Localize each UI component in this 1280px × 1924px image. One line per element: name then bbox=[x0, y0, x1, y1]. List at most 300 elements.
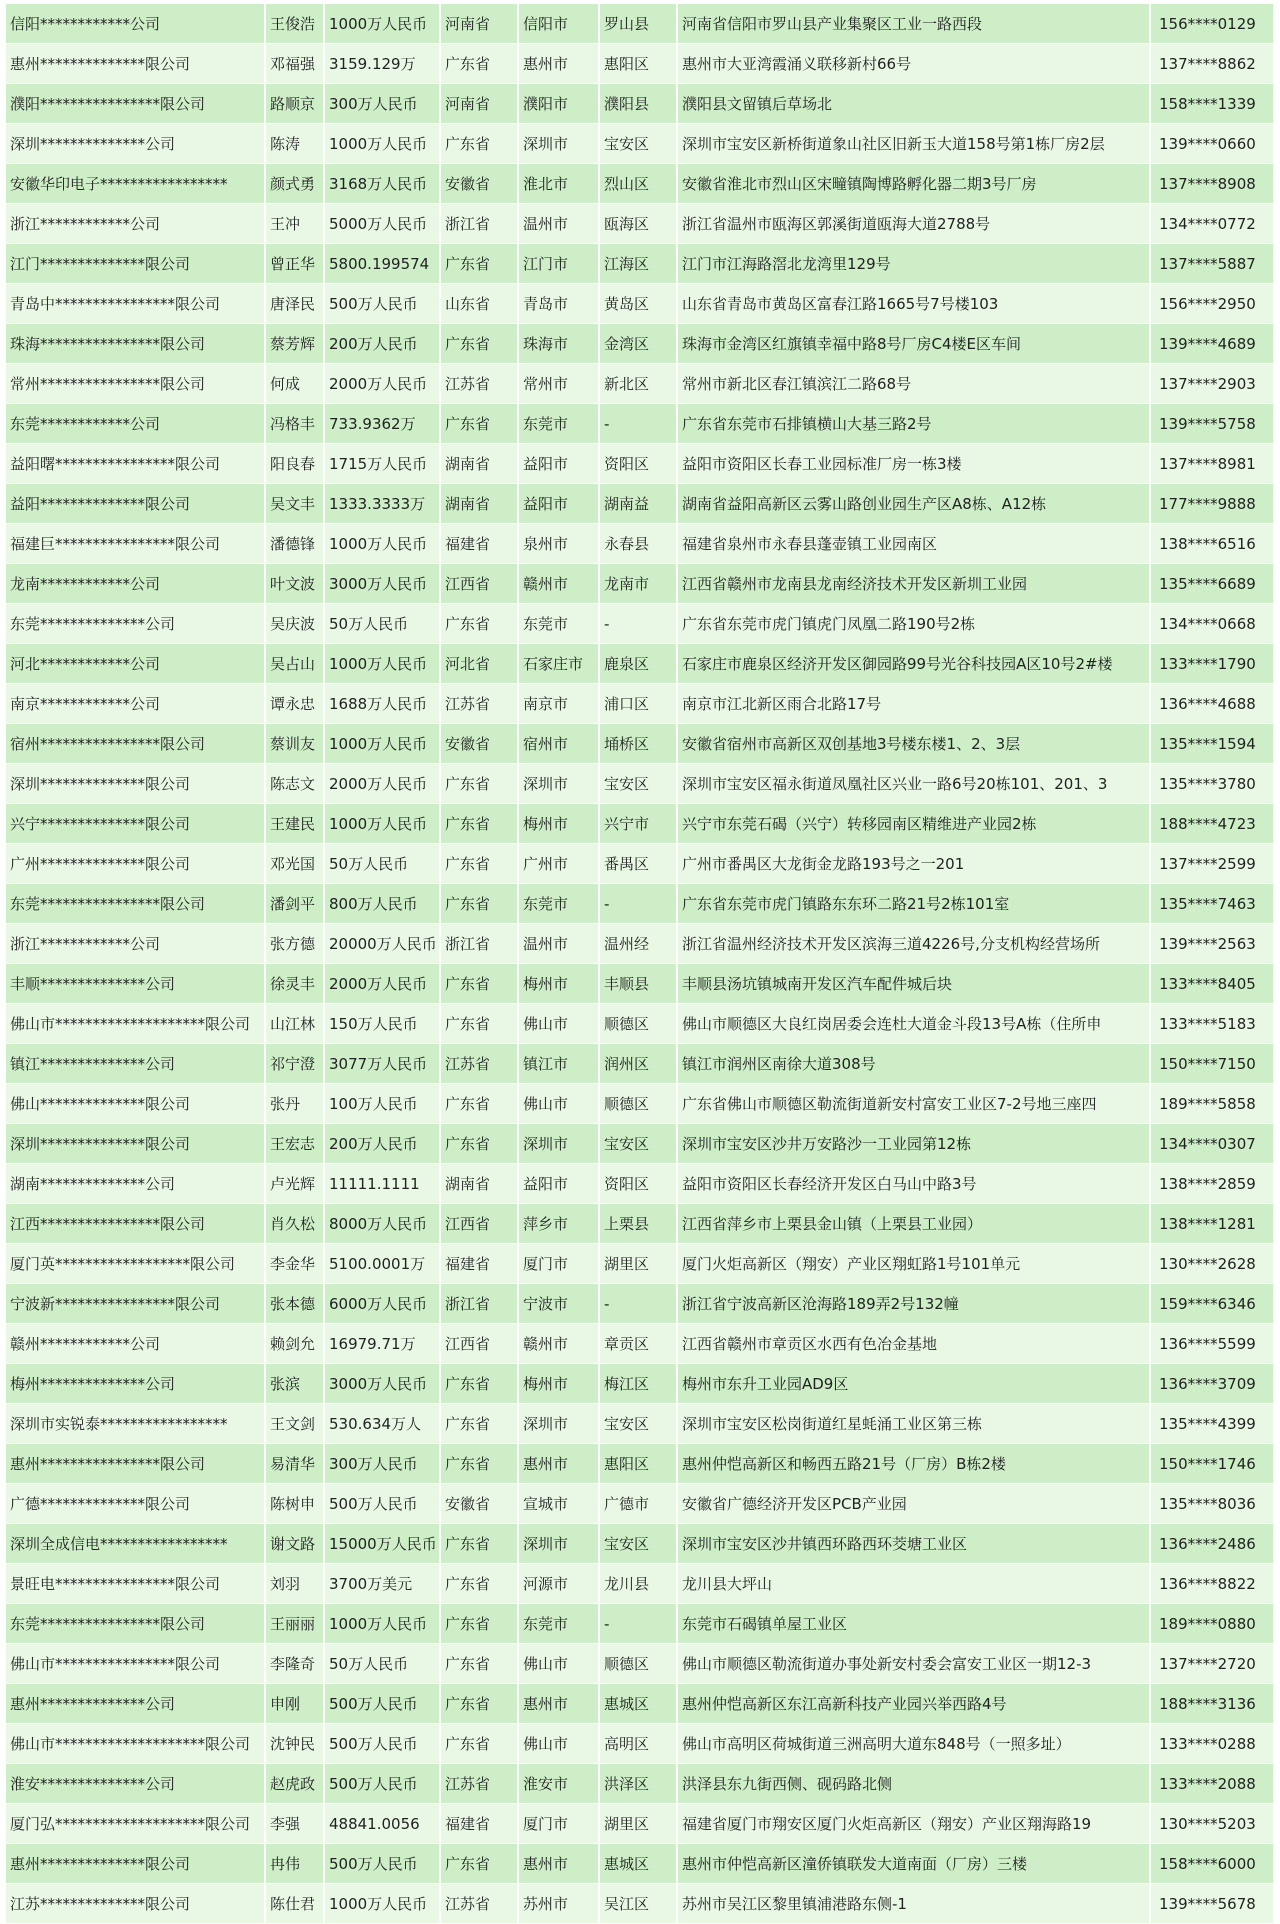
company-name-cell: 深圳**************限公司 bbox=[6, 1124, 265, 1164]
legal-rep-cell: 吴庆波 bbox=[265, 604, 324, 644]
address-cell: 惠州仲恺高新区东江高新科技产业园兴举西路4号 bbox=[677, 1684, 1150, 1724]
table-row bbox=[6, 124, 1274, 164]
phone-cell: 188****4723 bbox=[1150, 804, 1274, 844]
table-row bbox=[6, 324, 1274, 364]
province-cell: 广东省 bbox=[440, 324, 518, 364]
legal-rep-cell: 申刚 bbox=[265, 1684, 324, 1724]
province-cell: 福建省 bbox=[440, 524, 518, 564]
company-name-cell: 淮安**************公司 bbox=[6, 1764, 265, 1804]
district-cell: 吴江区 bbox=[599, 1884, 677, 1924]
city-cell: 信阳市 bbox=[518, 4, 599, 44]
table-row bbox=[6, 924, 1274, 964]
company-name-cell: 湖南**************公司 bbox=[6, 1164, 265, 1204]
legal-rep-cell: 赵虎政 bbox=[265, 1764, 324, 1804]
city-cell: 深圳市 bbox=[518, 1404, 599, 1444]
capital-cell: 11111.1111 bbox=[324, 1164, 440, 1204]
province-cell: 广东省 bbox=[440, 1684, 518, 1724]
capital-cell: 733.9362万 bbox=[324, 404, 440, 444]
city-cell: 赣州市 bbox=[518, 1324, 599, 1364]
district-cell: - bbox=[599, 884, 677, 924]
district-cell: 鹿泉区 bbox=[599, 644, 677, 684]
district-cell: 兴宁市 bbox=[599, 804, 677, 844]
district-cell: 高明区 bbox=[599, 1724, 677, 1764]
table-row bbox=[6, 484, 1274, 524]
city-cell: 东莞市 bbox=[518, 884, 599, 924]
province-cell: 江西省 bbox=[440, 1204, 518, 1244]
address-cell: 江西省赣州市章贡区水西有色冶金基地 bbox=[677, 1324, 1150, 1364]
capital-cell: 2000万人民币 bbox=[324, 764, 440, 804]
address-cell: 江门市江海路滘北龙湾里129号 bbox=[677, 244, 1150, 284]
company-name-cell: 深圳**************限公司 bbox=[6, 764, 265, 804]
district-cell: 瓯海区 bbox=[599, 204, 677, 244]
phone-cell: 137****2720 bbox=[1150, 1644, 1274, 1684]
city-cell: 东莞市 bbox=[518, 604, 599, 644]
table-row bbox=[6, 1884, 1274, 1924]
province-cell: 山东省 bbox=[440, 284, 518, 324]
province-cell: 江西省 bbox=[440, 564, 518, 604]
province-cell: 广东省 bbox=[440, 1364, 518, 1404]
province-cell: 广东省 bbox=[440, 1724, 518, 1764]
table-row bbox=[6, 1724, 1274, 1764]
company-name-cell: 佛山**************限公司 bbox=[6, 1084, 265, 1124]
capital-cell: 5100.0001万 bbox=[324, 1244, 440, 1284]
province-cell: 河北省 bbox=[440, 644, 518, 684]
company-name-cell: 丰顺**************公司 bbox=[6, 964, 265, 1004]
table-row bbox=[6, 204, 1274, 244]
legal-rep-cell: 王文剑 bbox=[265, 1404, 324, 1444]
province-cell: 广东省 bbox=[440, 1404, 518, 1444]
city-cell: 宣城市 bbox=[518, 1484, 599, 1524]
phone-cell: 189****5858 bbox=[1150, 1084, 1274, 1124]
address-cell: 广东省东莞市虎门镇路东东环二路21号2栋101室 bbox=[677, 884, 1150, 924]
address-cell: 深圳市宝安区新桥街道象山社区旧新玉大道158号第1栋厂房2层 bbox=[677, 124, 1150, 164]
company-name-cell: 益阳**************限公司 bbox=[6, 484, 265, 524]
company-name-cell: 濮阳****************限公司 bbox=[6, 84, 265, 124]
company-name-cell: 惠州**************公司 bbox=[6, 1684, 265, 1724]
city-cell: 深圳市 bbox=[518, 1124, 599, 1164]
company-name-cell: 惠州**************限公司 bbox=[6, 44, 265, 84]
address-cell: 广东省东莞市石排镇横山大基三路2号 bbox=[677, 404, 1150, 444]
legal-rep-cell: 肖久松 bbox=[265, 1204, 324, 1244]
province-cell: 福建省 bbox=[440, 1804, 518, 1844]
capital-cell: 100万人民币 bbox=[324, 1084, 440, 1124]
table-row bbox=[6, 284, 1274, 324]
table-row bbox=[6, 164, 1274, 204]
province-cell: 江苏省 bbox=[440, 1764, 518, 1804]
phone-cell: 139****5758 bbox=[1150, 404, 1274, 444]
company-name-cell: 景旺电****************限公司 bbox=[6, 1564, 265, 1604]
city-cell: 温州市 bbox=[518, 204, 599, 244]
province-cell: 浙江省 bbox=[440, 924, 518, 964]
address-cell: 河南省信阳市罗山县产业集聚区工业一路西段 bbox=[677, 4, 1150, 44]
legal-rep-cell: 王冲 bbox=[265, 204, 324, 244]
legal-rep-cell: 潘德锋 bbox=[265, 524, 324, 564]
legal-rep-cell: 易清华 bbox=[265, 1444, 324, 1484]
address-cell: 濮阳县文留镇后草场北 bbox=[677, 84, 1150, 124]
address-cell: 惠州市大亚湾霞涌义联移新村66号 bbox=[677, 44, 1150, 84]
province-cell: 湖南省 bbox=[440, 484, 518, 524]
phone-cell: 150****1746 bbox=[1150, 1444, 1274, 1484]
table-row bbox=[6, 524, 1274, 564]
legal-rep-cell: 蔡芳辉 bbox=[265, 324, 324, 364]
legal-rep-cell: 王建民 bbox=[265, 804, 324, 844]
phone-cell: 130****2628 bbox=[1150, 1244, 1274, 1284]
legal-rep-cell: 张丹 bbox=[265, 1084, 324, 1124]
address-cell: 福建省泉州市永春县蓬壶镇工业园南区 bbox=[677, 524, 1150, 564]
district-cell: 宝安区 bbox=[599, 764, 677, 804]
district-cell: 湖里区 bbox=[599, 1244, 677, 1284]
legal-rep-cell: 卢光辉 bbox=[265, 1164, 324, 1204]
table-row bbox=[6, 1124, 1274, 1164]
phone-cell: 139****5678 bbox=[1150, 1884, 1274, 1924]
capital-cell: 2000万人民币 bbox=[324, 964, 440, 1004]
city-cell: 青岛市 bbox=[518, 284, 599, 324]
capital-cell: 50万人民币 bbox=[324, 604, 440, 644]
table-row bbox=[6, 1004, 1274, 1044]
company-name-cell: 惠州****************限公司 bbox=[6, 1444, 265, 1484]
city-cell: 梅州市 bbox=[518, 1364, 599, 1404]
capital-cell: 500万人民币 bbox=[324, 1844, 440, 1884]
company-name-cell: 深圳全成信电***************** bbox=[6, 1524, 265, 1564]
city-cell: 佛山市 bbox=[518, 1724, 599, 1764]
legal-rep-cell: 张方德 bbox=[265, 924, 324, 964]
city-cell: 淮北市 bbox=[518, 164, 599, 204]
capital-cell: 16979.71万 bbox=[324, 1324, 440, 1364]
province-cell: 广东省 bbox=[440, 404, 518, 444]
table-row bbox=[6, 564, 1274, 604]
table-row bbox=[6, 1084, 1274, 1124]
province-cell: 广东省 bbox=[440, 844, 518, 884]
city-cell: 惠州市 bbox=[518, 1444, 599, 1484]
legal-rep-cell: 谢文路 bbox=[265, 1524, 324, 1564]
province-cell: 广东省 bbox=[440, 1644, 518, 1684]
table-row bbox=[6, 884, 1274, 924]
legal-rep-cell: 沈钟民 bbox=[265, 1724, 324, 1764]
province-cell: 广东省 bbox=[440, 124, 518, 164]
legal-rep-cell: 邓光国 bbox=[265, 844, 324, 884]
table-body bbox=[6, 4, 1274, 1924]
capital-cell: 800万人民币 bbox=[324, 884, 440, 924]
phone-cell: 135****8036 bbox=[1150, 1484, 1274, 1524]
province-cell: 广东省 bbox=[440, 1124, 518, 1164]
legal-rep-cell: 祁宁澄 bbox=[265, 1044, 324, 1084]
address-cell: 安徽省宿州市高新区双创基地3号楼东楼1、2、3层 bbox=[677, 724, 1150, 764]
company-name-cell: 镇江**************公司 bbox=[6, 1044, 265, 1084]
company-name-cell: 佛山市********************限公司 bbox=[6, 1004, 265, 1044]
province-cell: 广东省 bbox=[440, 964, 518, 1004]
province-cell: 河南省 bbox=[440, 84, 518, 124]
table-row bbox=[6, 1524, 1274, 1564]
capital-cell: 300万人民币 bbox=[324, 1444, 440, 1484]
district-cell: 烈山区 bbox=[599, 164, 677, 204]
capital-cell: 200万人民币 bbox=[324, 324, 440, 364]
district-cell: 顺德区 bbox=[599, 1644, 677, 1684]
address-cell: 洪泽县东九街西侧、砚码路北侧 bbox=[677, 1764, 1150, 1804]
phone-cell: 139****4689 bbox=[1150, 324, 1274, 364]
address-cell: 南京市江北新区雨合北路17号 bbox=[677, 684, 1150, 724]
city-cell: 益阳市 bbox=[518, 444, 599, 484]
province-cell: 广东省 bbox=[440, 1604, 518, 1644]
district-cell: 惠阳区 bbox=[599, 1444, 677, 1484]
district-cell: 龙川县 bbox=[599, 1564, 677, 1604]
province-cell: 湖南省 bbox=[440, 1164, 518, 1204]
province-cell: 广东省 bbox=[440, 1524, 518, 1564]
phone-cell: 138****1281 bbox=[1150, 1204, 1274, 1244]
table-row bbox=[6, 1844, 1274, 1884]
capital-cell: 500万人民币 bbox=[324, 1484, 440, 1524]
city-cell: 河源市 bbox=[518, 1564, 599, 1604]
capital-cell: 530.634万人 bbox=[324, 1404, 440, 1444]
city-cell: 厦门市 bbox=[518, 1244, 599, 1284]
district-cell: 宝安区 bbox=[599, 1524, 677, 1564]
table-row bbox=[6, 964, 1274, 1004]
address-cell: 苏州市吴江区黎里镇浦港路东侧-1 bbox=[677, 1884, 1150, 1924]
city-cell: 益阳市 bbox=[518, 1164, 599, 1204]
district-cell: 湖里区 bbox=[599, 1804, 677, 1844]
province-cell: 江苏省 bbox=[440, 684, 518, 724]
table-row bbox=[6, 604, 1274, 644]
phone-cell: 188****3136 bbox=[1150, 1684, 1274, 1724]
table-row bbox=[6, 1804, 1274, 1844]
city-cell: 梅州市 bbox=[518, 964, 599, 1004]
capital-cell: 3159.129万 bbox=[324, 44, 440, 84]
address-cell: 安徽省广德经济开发区PCB产业园 bbox=[677, 1484, 1150, 1524]
city-cell: 镇江市 bbox=[518, 1044, 599, 1084]
capital-cell: 1000万人民币 bbox=[324, 804, 440, 844]
province-cell: 广东省 bbox=[440, 604, 518, 644]
table-row bbox=[6, 644, 1274, 684]
district-cell: 上栗县 bbox=[599, 1204, 677, 1244]
company-name-cell: 梅州**************公司 bbox=[6, 1364, 265, 1404]
company-name-cell: 南京************公司 bbox=[6, 684, 265, 724]
capital-cell: 1000万人民币 bbox=[324, 1604, 440, 1644]
phone-cell: 156****2950 bbox=[1150, 284, 1274, 324]
address-cell: 益阳市资阳区长春经济开发区白马山中路3号 bbox=[677, 1164, 1150, 1204]
capital-cell: 1000万人民币 bbox=[324, 524, 440, 564]
district-cell: 资阳区 bbox=[599, 1164, 677, 1204]
city-cell: 惠州市 bbox=[518, 1844, 599, 1884]
capital-cell: 15000万人民币 bbox=[324, 1524, 440, 1564]
province-cell: 江西省 bbox=[440, 1324, 518, 1364]
table-row bbox=[6, 404, 1274, 444]
phone-cell: 158****1339 bbox=[1150, 84, 1274, 124]
city-cell: 宁波市 bbox=[518, 1284, 599, 1324]
address-cell: 山东省青岛市黄岛区富春江路1665号7号楼103 bbox=[677, 284, 1150, 324]
company-name-cell: 信阳************公司 bbox=[6, 4, 265, 44]
city-cell: 东莞市 bbox=[518, 404, 599, 444]
province-cell: 广东省 bbox=[440, 244, 518, 284]
province-cell: 河南省 bbox=[440, 4, 518, 44]
company-name-cell: 河北************公司 bbox=[6, 644, 265, 684]
address-cell: 浙江省温州市瓯海区郭溪街道瓯海大道2788号 bbox=[677, 204, 1150, 244]
table-row bbox=[6, 1284, 1274, 1324]
phone-cell: 136****3709 bbox=[1150, 1364, 1274, 1404]
address-cell: 福建省厦门市翔安区厦门火炬高新区（翔安）产业区翔海路19 bbox=[677, 1804, 1150, 1844]
capital-cell: 2000万人民币 bbox=[324, 364, 440, 404]
city-cell: 厦门市 bbox=[518, 1804, 599, 1844]
legal-rep-cell: 吴占山 bbox=[265, 644, 324, 684]
phone-cell: 130****5203 bbox=[1150, 1804, 1274, 1844]
company-name-cell: 厦门弘********************限公司 bbox=[6, 1804, 265, 1844]
city-cell: 温州市 bbox=[518, 924, 599, 964]
province-cell: 广东省 bbox=[440, 1844, 518, 1884]
capital-cell: 8000万人民币 bbox=[324, 1204, 440, 1244]
legal-rep-cell: 李金华 bbox=[265, 1244, 324, 1284]
company-name-cell: 东莞****************限公司 bbox=[6, 1604, 265, 1644]
phone-cell: 139****2563 bbox=[1150, 924, 1274, 964]
province-cell: 福建省 bbox=[440, 1244, 518, 1284]
address-cell: 广东省东莞市虎门镇虎门凤凰二路190号2栋 bbox=[677, 604, 1150, 644]
table-row bbox=[6, 1164, 1274, 1204]
legal-rep-cell: 张滨 bbox=[265, 1364, 324, 1404]
capital-cell: 48841.0056 bbox=[324, 1804, 440, 1844]
company-name-cell: 江门**************限公司 bbox=[6, 244, 265, 284]
company-name-cell: 兴宁**************限公司 bbox=[6, 804, 265, 844]
district-cell: 濮阳县 bbox=[599, 84, 677, 124]
legal-rep-cell: 王俊浩 bbox=[265, 4, 324, 44]
address-cell: 佛山市高明区荷城街道三洲高明大道东848号（一照多址） bbox=[677, 1724, 1150, 1764]
address-cell: 湖南省益阳高新区云雾山路创业园生产区A8栋、A12栋 bbox=[677, 484, 1150, 524]
legal-rep-cell: 吴文丰 bbox=[265, 484, 324, 524]
legal-rep-cell: 唐泽民 bbox=[265, 284, 324, 324]
address-cell: 厦门火炬高新区（翔安）产业区翔虹路1号101单元 bbox=[677, 1244, 1150, 1284]
district-cell: 章贡区 bbox=[599, 1324, 677, 1364]
company-name-cell: 深圳**************公司 bbox=[6, 124, 265, 164]
phone-cell: 135****6689 bbox=[1150, 564, 1274, 604]
province-cell: 广东省 bbox=[440, 884, 518, 924]
city-cell: 珠海市 bbox=[518, 324, 599, 364]
capital-cell: 1000万人民币 bbox=[324, 724, 440, 764]
table-row bbox=[6, 244, 1274, 284]
province-cell: 广东省 bbox=[440, 804, 518, 844]
city-cell: 石家庄市 bbox=[518, 644, 599, 684]
legal-rep-cell: 徐灵丰 bbox=[265, 964, 324, 1004]
city-cell: 益阳市 bbox=[518, 484, 599, 524]
phone-cell: 159****6346 bbox=[1150, 1284, 1274, 1324]
province-cell: 广东省 bbox=[440, 764, 518, 804]
district-cell: 惠城区 bbox=[599, 1684, 677, 1724]
province-cell: 江苏省 bbox=[440, 364, 518, 404]
company-name-cell: 东莞****************限公司 bbox=[6, 884, 265, 924]
company-name-cell: 益阳曙****************限公司 bbox=[6, 444, 265, 484]
capital-cell: 500万人民币 bbox=[324, 1764, 440, 1804]
company-name-cell: 厦门英******************限公司 bbox=[6, 1244, 265, 1284]
legal-rep-cell: 冯格丰 bbox=[265, 404, 324, 444]
phone-cell: 134****0668 bbox=[1150, 604, 1274, 644]
company-name-cell: 广州**************限公司 bbox=[6, 844, 265, 884]
city-cell: 佛山市 bbox=[518, 1004, 599, 1044]
phone-cell: 139****0660 bbox=[1150, 124, 1274, 164]
legal-rep-cell: 阳良春 bbox=[265, 444, 324, 484]
phone-cell: 156****0129 bbox=[1150, 4, 1274, 44]
district-cell: 惠城区 bbox=[599, 1844, 677, 1884]
table-row bbox=[6, 1564, 1274, 1604]
legal-rep-cell: 邓福强 bbox=[265, 44, 324, 84]
district-cell: 宝安区 bbox=[599, 1404, 677, 1444]
capital-cell: 300万人民币 bbox=[324, 84, 440, 124]
legal-rep-cell: 蔡训友 bbox=[265, 724, 324, 764]
province-cell: 浙江省 bbox=[440, 1284, 518, 1324]
address-cell: 惠州市仲恺高新区潼侨镇联发大道南面（厂房）三楼 bbox=[677, 1844, 1150, 1884]
address-cell: 浙江省宁波高新区沧海路189弄2号132幢 bbox=[677, 1284, 1150, 1324]
phone-cell: 137****5887 bbox=[1150, 244, 1274, 284]
city-cell: 苏州市 bbox=[518, 1884, 599, 1924]
table-row bbox=[6, 684, 1274, 724]
company-name-cell: 江西****************限公司 bbox=[6, 1204, 265, 1244]
province-cell: 安徽省 bbox=[440, 164, 518, 204]
address-cell: 佛山市顺德区勒流街道办事处新安村委会富安工业区一期12-3 bbox=[677, 1644, 1150, 1684]
company-name-cell: 浙江************公司 bbox=[6, 924, 265, 964]
address-cell: 石家庄市鹿泉区经济开发区御园路99号光谷科技园A区10号2#楼 bbox=[677, 644, 1150, 684]
district-cell: 顺德区 bbox=[599, 1004, 677, 1044]
capital-cell: 1333.3333万 bbox=[324, 484, 440, 524]
city-cell: 佛山市 bbox=[518, 1084, 599, 1124]
address-cell: 益阳市资阳区长春工业园标准厂房一栋3楼 bbox=[677, 444, 1150, 484]
address-cell: 深圳市宝安区沙井万安路沙一工业园第12栋 bbox=[677, 1124, 1150, 1164]
district-cell: 江海区 bbox=[599, 244, 677, 284]
address-cell: 浙江省温州经济技术开发区滨海三道4226号,分支机构经营场所 bbox=[677, 924, 1150, 964]
legal-rep-cell: 赖剑允 bbox=[265, 1324, 324, 1364]
company-name-cell: 东莞**************公司 bbox=[6, 604, 265, 644]
district-cell: 资阳区 bbox=[599, 444, 677, 484]
city-cell: 东莞市 bbox=[518, 1604, 599, 1644]
address-cell: 镇江市润州区南徐大道308号 bbox=[677, 1044, 1150, 1084]
legal-rep-cell: 冉伟 bbox=[265, 1844, 324, 1884]
legal-rep-cell: 路顺京 bbox=[265, 84, 324, 124]
province-cell: 广东省 bbox=[440, 1564, 518, 1604]
company-name-cell: 佛山市****************限公司 bbox=[6, 1644, 265, 1684]
province-cell: 江苏省 bbox=[440, 1884, 518, 1924]
city-cell: 常州市 bbox=[518, 364, 599, 404]
address-cell: 梅州市东升工业园AD9区 bbox=[677, 1364, 1150, 1404]
address-cell: 深圳市宝安区松岗街道红星蚝涌工业区第三栋 bbox=[677, 1404, 1150, 1444]
address-cell: 江西省萍乡市上栗县金山镇（上栗县工业园） bbox=[677, 1204, 1150, 1244]
table-row bbox=[6, 1244, 1274, 1284]
district-cell: - bbox=[599, 1284, 677, 1324]
capital-cell: 1715万人民币 bbox=[324, 444, 440, 484]
phone-cell: 150****7150 bbox=[1150, 1044, 1274, 1084]
company-name-cell: 福建巨****************限公司 bbox=[6, 524, 265, 564]
capital-cell: 150万人民币 bbox=[324, 1004, 440, 1044]
district-cell: 罗山县 bbox=[599, 4, 677, 44]
table-row bbox=[6, 844, 1274, 884]
phone-cell: 137****8862 bbox=[1150, 44, 1274, 84]
table-row bbox=[6, 1204, 1274, 1244]
table-row bbox=[6, 1324, 1274, 1364]
phone-cell: 133****5183 bbox=[1150, 1004, 1274, 1044]
phone-cell: 135****1594 bbox=[1150, 724, 1274, 764]
table-row bbox=[6, 1044, 1274, 1084]
legal-rep-cell: 张本德 bbox=[265, 1284, 324, 1324]
table-row bbox=[6, 724, 1274, 764]
city-cell: 佛山市 bbox=[518, 1644, 599, 1684]
phone-cell: 189****0880 bbox=[1150, 1604, 1274, 1644]
capital-cell: 3000万人民币 bbox=[324, 1364, 440, 1404]
table-row bbox=[6, 1684, 1274, 1724]
company-name-cell: 宿州****************限公司 bbox=[6, 724, 265, 764]
city-cell: 惠州市 bbox=[518, 44, 599, 84]
capital-cell: 500万人民币 bbox=[324, 1724, 440, 1764]
company-name-cell: 常州****************限公司 bbox=[6, 364, 265, 404]
table-row bbox=[6, 1644, 1274, 1684]
district-cell: 润州区 bbox=[599, 1044, 677, 1084]
address-cell: 深圳市宝安区沙井镇西环路西环茭塘工业区 bbox=[677, 1524, 1150, 1564]
phone-cell: 137****8908 bbox=[1150, 164, 1274, 204]
district-cell: - bbox=[599, 404, 677, 444]
district-cell: 洪泽区 bbox=[599, 1764, 677, 1804]
capital-cell: 3000万人民币 bbox=[324, 564, 440, 604]
province-cell: 安徽省 bbox=[440, 724, 518, 764]
